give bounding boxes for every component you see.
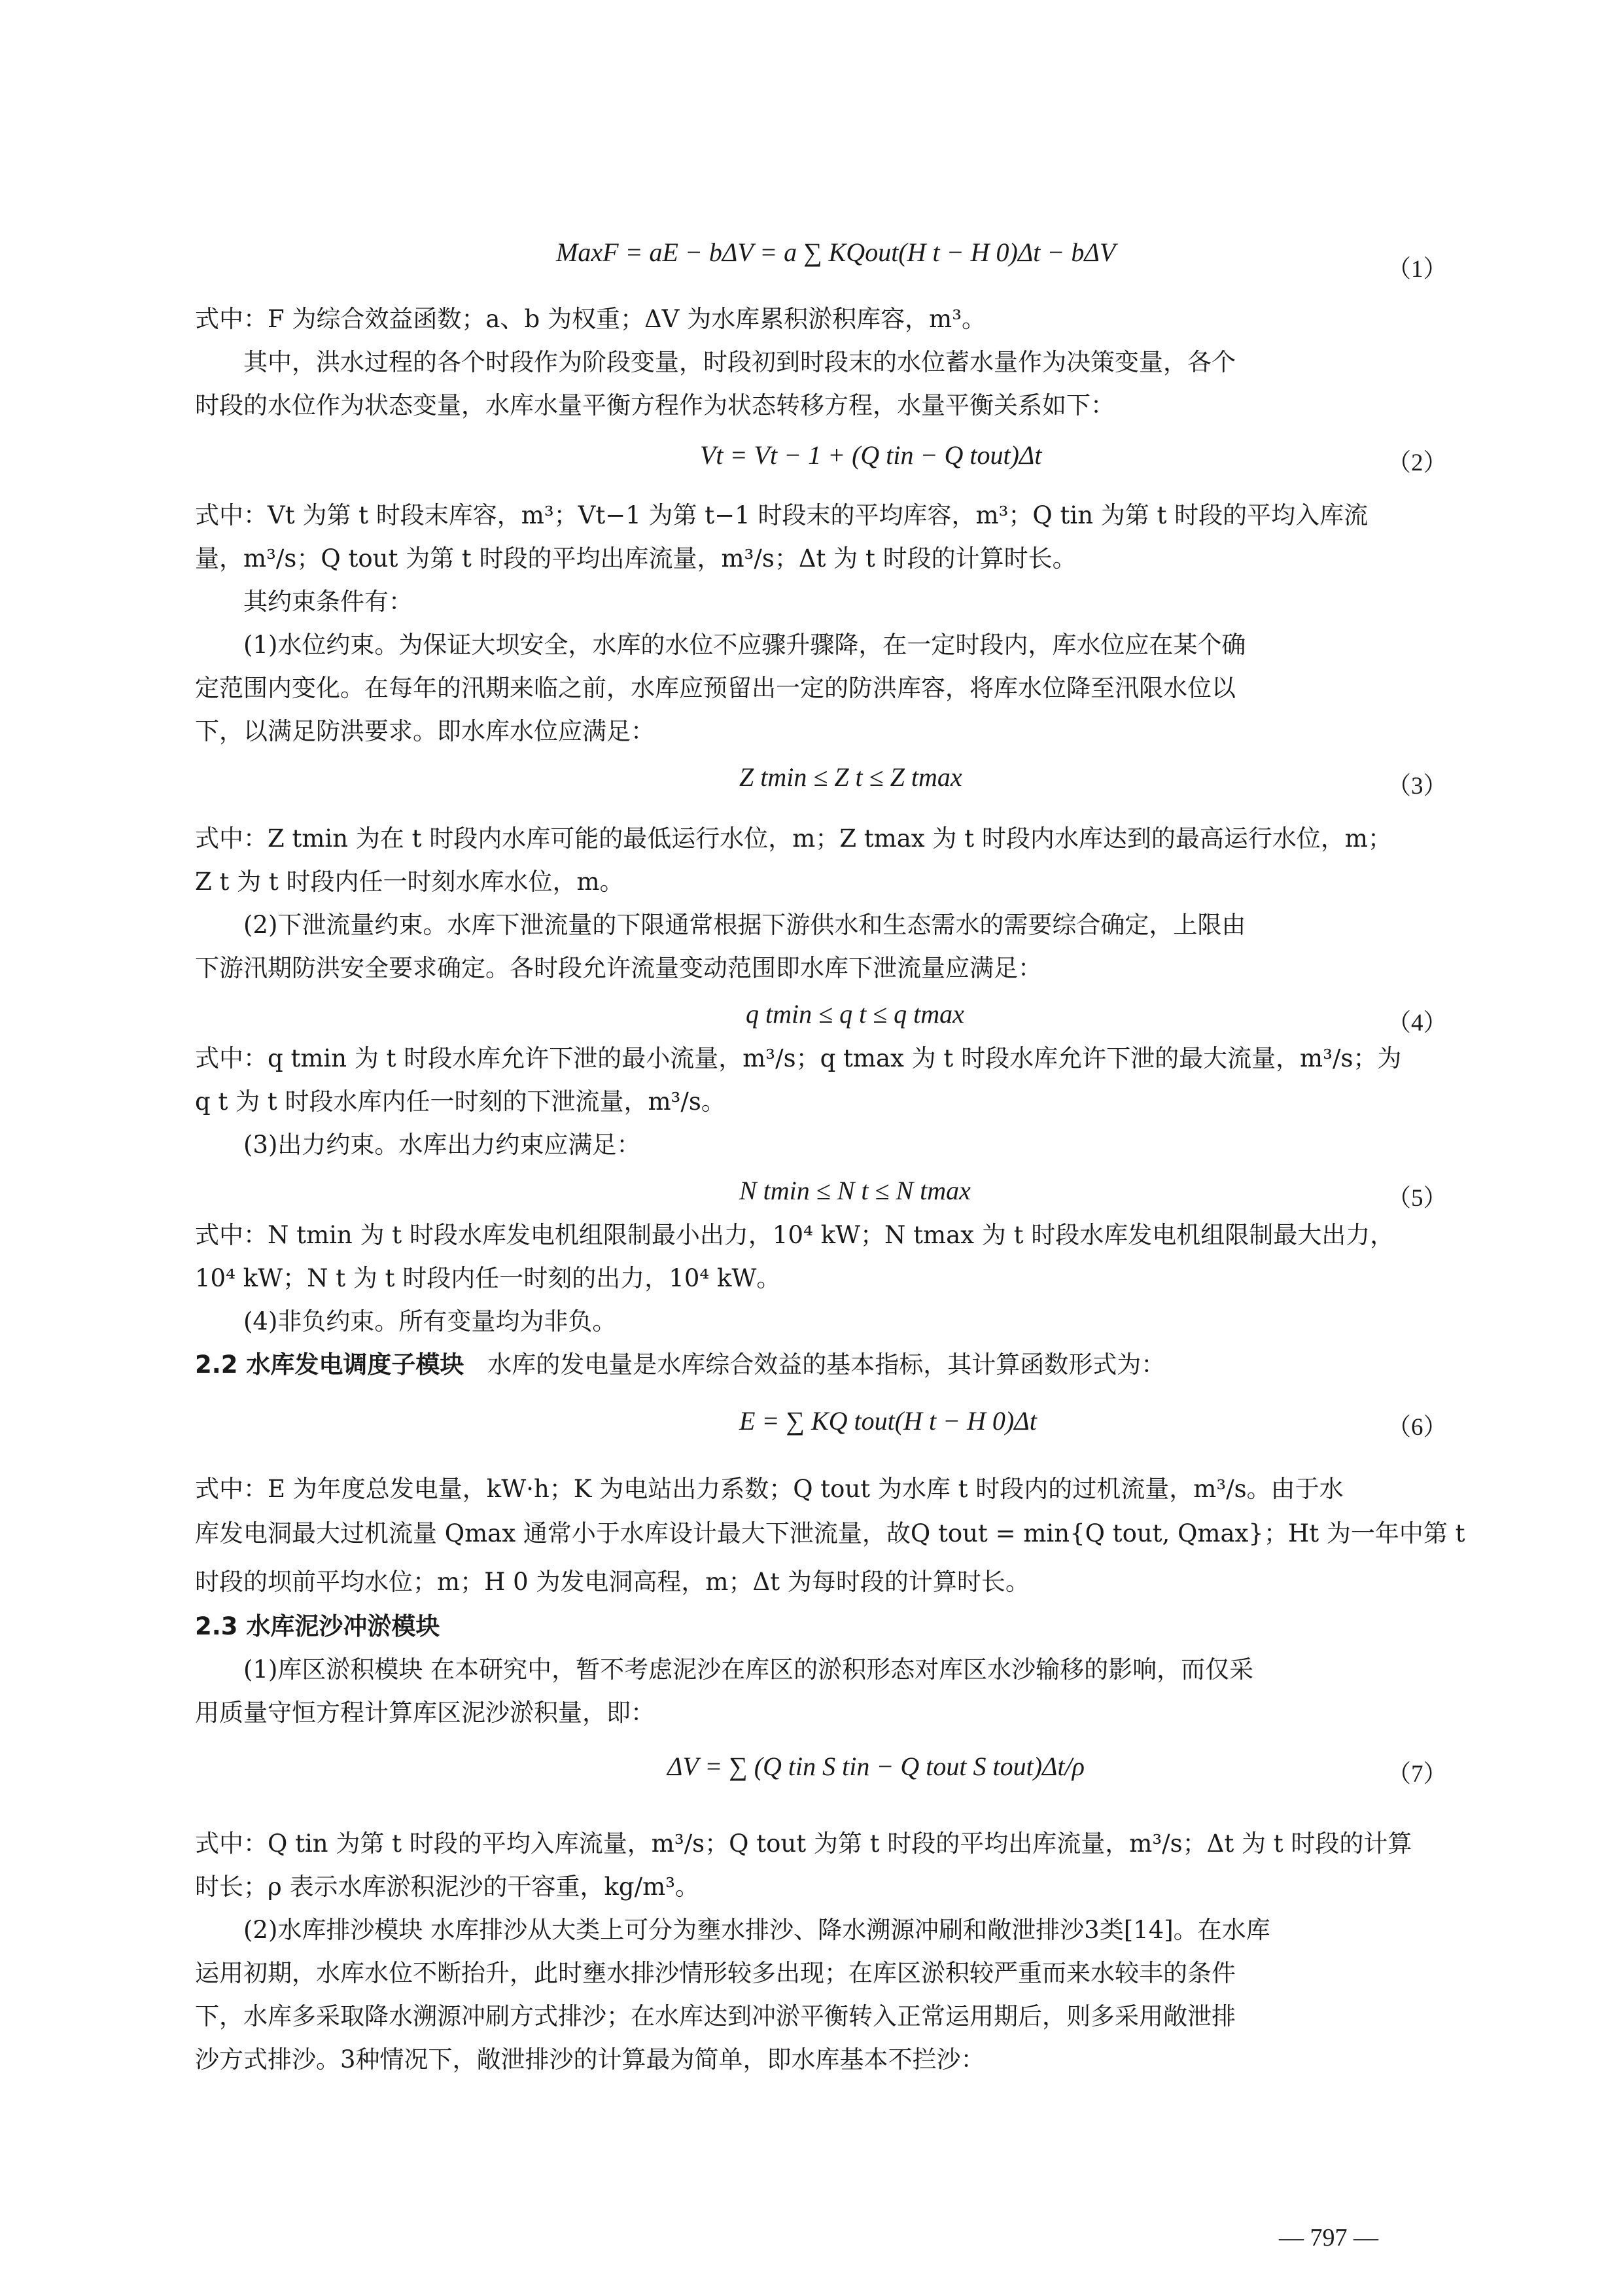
text-line: 运用初期，水库水位不断抬升，此时壅水排沙情形较多出现；在库区淤积较严重而来水较丰的条件 — [195, 1959, 1236, 1987]
text-line: (2)下泄流量约束。水库下泄流量的下限通常根据下游供水和生态需水的需要综合确定，上限由 — [243, 911, 1246, 939]
text-line: 时长；ρ 表示水库淤积泥沙的干容重，kg/m³。 — [195, 1873, 700, 1901]
equation-5 — [739, 1175, 971, 1206]
equation-3-body: Z tmin ≤ Z t ≤ Z tmax — [739, 762, 962, 792]
text-line: 其中，洪水过程的各个时段作为阶段变量，时段初到时段末的水位蓄水量作为决策变量，各个 — [243, 348, 1236, 376]
text-line: q t 为 t 时段水库内任一时刻的下泄流量，m³/s。 — [195, 1087, 725, 1116]
text-line: 式中：F 为综合效益函数；a、b 为权重；ΔV 为水库累积淤积库容，m³。 — [195, 305, 986, 333]
equation-5-number: （5） — [1387, 1185, 1448, 1212]
section-2-2 — [195, 1347, 1438, 1383]
equation-7-body: ΔV = ∑ (Q tin S tin − Q tout S tout)Δt/ρ — [667, 1752, 1085, 1781]
equation-4-number: （4） — [1387, 1010, 1448, 1036]
section-heading: 2.2 水库发电调度子模块 — [195, 1351, 464, 1379]
text-line: 定范围内变化。在每年的汛期来临之前，水库应预留出一定的防洪库容，将库水位降至汛限水位以 — [195, 674, 1236, 702]
section-text: 水库的发电量是水库综合效益的基本指标，其计算函数形式为： — [487, 1351, 1166, 1379]
text-line: (3)出力约束。水库出力约束应满足： — [243, 1131, 641, 1159]
text-line: Z t 为 t 时段内任一时刻水库水位，m。 — [195, 868, 624, 896]
text-line: 式中：N tmin 为 t 时段水库发电机组限制最小出力，10⁴ kW；N tmax 为 t 时段水库发电机组限制最大出力， — [195, 1221, 1395, 1249]
text-line: 式中：Z tmin 为在 t 时段内水库可能的最低运行水位，m；Z tmax 为 t 时段内水库达到的最高运行水位，m； — [195, 824, 1392, 853]
text-line: 式中：q tmin 为 t 时段水库允许下泄的最小流量，m³/s；q tmax 为 t 时段水库允许下泄的最大流量，m³/s；为 — [195, 1044, 1402, 1072]
text-line: (1)水位约束。为保证大坝安全，水库的水位不应骤升骤降，在一定时段内，库水位应在某个确 — [243, 631, 1246, 659]
equation-1-number: （1） — [1387, 256, 1448, 283]
equation-5-body: N tmin ≤ N t ≤ N tmax — [739, 1176, 971, 1205]
section-2-3-heading: 2.3 水库泥沙冲淤模块 — [195, 1612, 440, 1640]
equation-7 — [667, 1751, 1085, 1782]
page-number: — 797 — — [1279, 2224, 1378, 2252]
text-line: (1)库区淤积模块 在本研究中，暂不考虑泥沙在库区的淤积形态对库区水沙输移的影响，而仅采 — [243, 1655, 1254, 1684]
text-line: (4)非负约束。所有变量均为非负。 — [243, 1307, 617, 1335]
equation-3-number: （3） — [1387, 773, 1448, 800]
text-line: 用质量守恒方程计算库区泥沙淤积量，即： — [195, 1699, 655, 1727]
text-line: 式中：Vt 为第 t 时段末库容，m³；Vt−1 为第 t−1 时段末的平均库容，m³；Q tin 为第 t 时段的平均入库流 — [195, 501, 1369, 529]
text-line: 10⁴ kW；N t 为 t 时段内任一时刻的出力，10⁴ kW。 — [195, 1264, 781, 1292]
text-line: 下，以满足防洪要求。即水库水位应满足： — [195, 717, 655, 745]
equation-2-body: Vt = Vt − 1 + (Q tin − Q tout)Δt — [700, 440, 1042, 470]
text-line: 式中：E 为年度总发电量，kW·h；K 为电站出力系数；Q tout 为水库 t 时段内的过机流量，m³/s。由于水 — [195, 1475, 1344, 1503]
text-line: 量，m³/s；Q tout 为第 t 时段的平均出库流量，m³/s；Δt 为 t 时段的计算时长。 — [195, 544, 1077, 573]
text-line: 下，水库多采取降水溯源冲刷方式排沙；在水库达到冲淤平衡转入正常运用期后，则多采用敞泄排 — [195, 2002, 1236, 2030]
text-line: 时段的水位作为状态变量，水库水量平衡方程作为状态转移方程，水量平衡关系如下： — [195, 391, 1115, 419]
equation-1-body: MaxF = aE − bΔV = a ∑ KQout(H t − H 0)Δt − bΔV — [556, 238, 1116, 267]
equation-6 — [739, 1405, 1037, 1436]
text-line: (2)水库排沙模块 水库排沙从大类上可分为壅水排沙、降水溯源冲刷和敞泄排沙3类[14]。在水库 — [243, 1916, 1270, 1944]
text-line: 库发电洞最大过机流量 Qmax 通常小于水库设计最大下泄流量，故Q tout = min{Q tout, Qmax}；Ht 为一年中第 t — [195, 1519, 1465, 1547]
equation-7-number: （7） — [1387, 1761, 1448, 1788]
text-line: 式中：Q tin 为第 t 时段的平均入库流量，m³/s；Q tout 为第 t 时段的平均出库流量，m³/s；Δt 为 t 时段的计算 — [195, 1829, 1412, 1858]
equation-6-body: E = ∑ KQ tout(H t − H 0)Δt — [739, 1406, 1037, 1436]
equation-4 — [746, 998, 964, 1029]
equation-1 — [556, 237, 1115, 268]
equation-3 — [739, 762, 962, 792]
equation-2-number: （2） — [1387, 450, 1448, 476]
equation-6-number: （6） — [1387, 1414, 1448, 1441]
text-line: 其约束条件有： — [243, 588, 413, 616]
text-line: 时段的坝前平均水位；m；H 0 为发电洞高程，m；Δt 为每时段的计算时长。 — [195, 1568, 1030, 1596]
equation-2 — [700, 440, 1042, 470]
equation-4-body: q tmin ≤ q t ≤ q tmax — [746, 999, 964, 1029]
text-line: 下游汛期防洪安全要求确定。各时段允许流量变动范围即水库下泄流量应满足： — [195, 954, 1042, 982]
text-line: 沙方式排沙。3种情况下，敞泄排沙的计算最为简单，即水库基本不拦沙： — [195, 2045, 985, 2074]
